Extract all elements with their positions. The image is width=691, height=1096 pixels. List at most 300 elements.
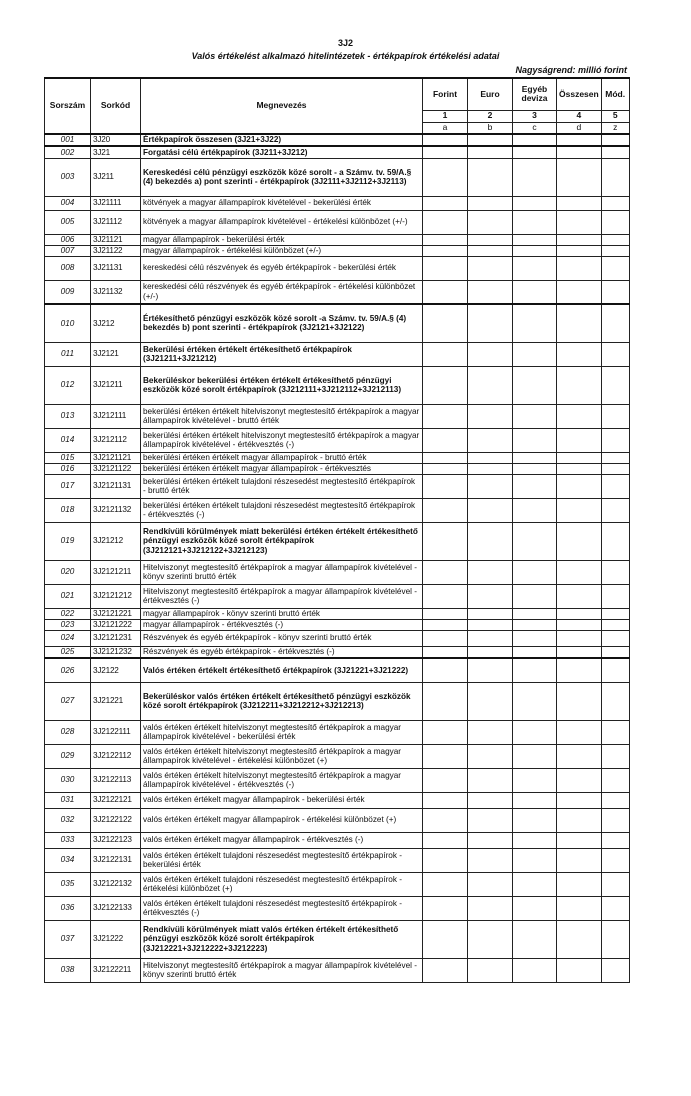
- osszesen-cell[interactable]: [557, 196, 602, 210]
- forint-cell[interactable]: [423, 404, 468, 428]
- euro-cell[interactable]: [468, 896, 513, 920]
- osszesen-cell[interactable]: [557, 792, 602, 808]
- egyeb-deviza-cell[interactable]: [513, 619, 557, 630]
- egyeb-deviza-cell[interactable]: [513, 158, 557, 196]
- mod-cell[interactable]: [601, 584, 629, 608]
- forint-cell[interactable]: [423, 720, 468, 744]
- table-row: [45, 134, 630, 146]
- table-row: [45, 584, 630, 608]
- euro-cell[interactable]: [468, 134, 513, 146]
- row-code: 3J21131: [91, 256, 141, 280]
- forint-cell[interactable]: [423, 134, 468, 146]
- forint-cell[interactable]: [423, 682, 468, 720]
- egyeb-deviza-cell[interactable]: [513, 196, 557, 210]
- mod-cell[interactable]: [601, 792, 629, 808]
- row-code: 3J2122211: [91, 958, 141, 982]
- egyeb-deviza-cell[interactable]: [513, 808, 557, 832]
- row-number: 036: [45, 896, 91, 920]
- egyeb-deviza-cell[interactable]: [513, 768, 557, 792]
- forint-cell[interactable]: [423, 210, 468, 234]
- row-number: 038: [45, 958, 91, 982]
- egyeb-deviza-cell[interactable]: [513, 463, 557, 474]
- osszesen-cell[interactable]: [557, 522, 602, 560]
- forint-cell[interactable]: [423, 768, 468, 792]
- mod-cell[interactable]: [601, 768, 629, 792]
- mod-cell[interactable]: [601, 608, 629, 619]
- row-label: Hitelviszonyt megtestesítő értékpapírok a magyar állampapírok kivételével - könyv szerinti bruttó érték: [141, 958, 423, 982]
- table-row: [45, 342, 630, 366]
- egyeb-deviza-cell[interactable]: [513, 608, 557, 619]
- row-label: Hitelviszonyt megtestesítő értékpapírok a magyar állampapírok kivételével - könyv szerinti bruttó érték: [141, 560, 423, 584]
- forint-cell[interactable]: [423, 428, 468, 452]
- euro-cell[interactable]: [468, 584, 513, 608]
- mod-cell[interactable]: [601, 210, 629, 234]
- forint-cell[interactable]: [423, 630, 468, 646]
- row-label: valós értéken értékelt magyar állampapírok - értékelési különbözet (+): [141, 808, 423, 832]
- row-number: 031: [45, 792, 91, 808]
- mod-cell[interactable]: [601, 658, 629, 682]
- egyeb-deviza-cell[interactable]: [513, 848, 557, 872]
- egyeb-deviza-cell[interactable]: [513, 658, 557, 682]
- col-mod: Mód.: [601, 78, 629, 110]
- col-sorkod: Sorkód: [91, 78, 141, 134]
- row-number: 005: [45, 210, 91, 234]
- egyeb-deviza-cell[interactable]: [513, 630, 557, 646]
- osszesen-cell[interactable]: [557, 404, 602, 428]
- row-code: 3J2121122: [91, 463, 141, 474]
- euro-cell[interactable]: [468, 720, 513, 744]
- table-row: [45, 280, 630, 304]
- egyeb-deviza-cell[interactable]: [513, 210, 557, 234]
- forint-cell[interactable]: [423, 474, 468, 498]
- mod-cell[interactable]: [601, 196, 629, 210]
- row-label: valós értéken értékelt tulajdoni részesedést megtestesítő értékpapírok - bekerülési érték: [141, 848, 423, 872]
- forint-cell[interactable]: [423, 608, 468, 619]
- row-number: 033: [45, 832, 91, 848]
- egyeb-deviza-cell[interactable]: [513, 646, 557, 658]
- row-label: valós értéken értékelt magyar állampapírok - értékvesztés (-): [141, 832, 423, 848]
- egyeb-deviza-cell[interactable]: [513, 522, 557, 560]
- row-label: Bekerüléskor bekerülési értéken értékelt értékesíthető pénzügyi eszközök közé sorolt értékpapírok (3J212111+3J212112+3J212113): [141, 366, 423, 404]
- egyeb-deviza-cell[interactable]: [513, 720, 557, 744]
- mod-cell[interactable]: [601, 280, 629, 304]
- euro-cell[interactable]: [468, 452, 513, 463]
- osszesen-cell[interactable]: [557, 658, 602, 682]
- forint-cell[interactable]: [423, 584, 468, 608]
- row-number: 018: [45, 498, 91, 522]
- euro-cell[interactable]: [468, 280, 513, 304]
- table-row: [45, 560, 630, 584]
- row-code: 3J21122: [91, 245, 141, 256]
- osszesen-cell[interactable]: [557, 560, 602, 584]
- row-label: kötvények a magyar állampapírok kivételével - bekerülési érték: [141, 196, 423, 210]
- forint-cell[interactable]: [423, 452, 468, 463]
- euro-cell[interactable]: [468, 832, 513, 848]
- euro-cell[interactable]: [468, 872, 513, 896]
- egyeb-deviza-cell[interactable]: [513, 584, 557, 608]
- table-row: [45, 608, 630, 619]
- egyeb-deviza-cell[interactable]: [513, 404, 557, 428]
- table-row: [45, 404, 630, 428]
- row-label: magyar állampapírok - könyv szerinti bruttó érték: [141, 608, 423, 619]
- euro-cell[interactable]: [468, 256, 513, 280]
- row-code: 3J2121211: [91, 560, 141, 584]
- osszesen-cell[interactable]: [557, 630, 602, 646]
- table-row: [45, 792, 630, 808]
- forint-cell[interactable]: [423, 366, 468, 404]
- mod-cell[interactable]: [601, 744, 629, 768]
- egyeb-deviza-cell[interactable]: [513, 474, 557, 498]
- egyeb-deviza-cell[interactable]: [513, 280, 557, 304]
- egyeb-deviza-cell[interactable]: [513, 872, 557, 896]
- euro-cell[interactable]: [468, 522, 513, 560]
- row-number: 017: [45, 474, 91, 498]
- forint-cell[interactable]: [423, 304, 468, 342]
- egyeb-deviza-cell[interactable]: [513, 920, 557, 958]
- row-label: kötvények a magyar állampapírok kivételével - értékelési különbözet (+/-): [141, 210, 423, 234]
- osszesen-cell[interactable]: [557, 896, 602, 920]
- row-label: Értékpapírok összesen (3J21+3J22): [141, 134, 423, 146]
- euro-cell[interactable]: [468, 196, 513, 210]
- euro-cell[interactable]: [468, 792, 513, 808]
- osszesen-cell[interactable]: [557, 256, 602, 280]
- euro-cell[interactable]: [468, 146, 513, 158]
- forint-cell[interactable]: [423, 848, 468, 872]
- row-number: 006: [45, 234, 91, 245]
- euro-cell[interactable]: [468, 404, 513, 428]
- row-number: 035: [45, 872, 91, 896]
- row-label: bekerülési értéken értékelt hitelviszonyt megtestesítő értékpapírok a magyar állampapírok kivételével - bruttó érték: [141, 404, 423, 428]
- row-code: 3J21212: [91, 522, 141, 560]
- euro-cell[interactable]: [468, 619, 513, 630]
- row-code: 3J2121131: [91, 474, 141, 498]
- mod-cell[interactable]: [601, 832, 629, 848]
- row-number: 012: [45, 366, 91, 404]
- row-label: kereskedési célú részvények és egyéb értékpapírok - értékelési különbözet (+/-): [141, 280, 423, 304]
- forint-cell[interactable]: [423, 146, 468, 158]
- egyeb-deviza-cell[interactable]: [513, 832, 557, 848]
- row-number: 011: [45, 342, 91, 366]
- osszesen-cell[interactable]: [557, 210, 602, 234]
- osszesen-cell[interactable]: [557, 832, 602, 848]
- row-number: 009: [45, 280, 91, 304]
- row-label: valós értéken értékelt hitelviszonyt megtestesítő értékpapírok a magyar állampapírok kivételével - értékelési különbözet (+): [141, 744, 423, 768]
- col-letter: b: [468, 122, 513, 134]
- euro-cell[interactable]: [468, 768, 513, 792]
- row-code: 3J211: [91, 158, 141, 196]
- euro-cell[interactable]: [468, 474, 513, 498]
- row-number: 020: [45, 560, 91, 584]
- row-label: valós értéken értékelt hitelviszonyt megtestesítő értékpapírok a magyar állampapírok kivételével - értékvesztés (-): [141, 768, 423, 792]
- euro-cell[interactable]: [468, 646, 513, 658]
- mod-cell[interactable]: [601, 342, 629, 366]
- col-egyeb-deviza: Egyéb deviza: [513, 78, 557, 110]
- osszesen-cell[interactable]: [557, 808, 602, 832]
- euro-cell[interactable]: [468, 245, 513, 256]
- row-code: 3J2121212: [91, 584, 141, 608]
- row-label: bekerülési értéken értékelt hitelviszonyt megtestesítő értékpapírok a magyar állampapírok kivételével - értékvesztés (-): [141, 428, 423, 452]
- mod-cell[interactable]: [601, 808, 629, 832]
- mod-cell[interactable]: [601, 256, 629, 280]
- row-label: kereskedési célú részvények és egyéb értékpapírok - bekerülési érték: [141, 256, 423, 280]
- row-number: 034: [45, 848, 91, 872]
- row-label: valós értéken értékelt tulajdoni részesedést megtestesítő értékpapírok - értékelési különbözet (+): [141, 872, 423, 896]
- egyeb-deviza-cell[interactable]: [513, 452, 557, 463]
- col-letter: a: [423, 122, 468, 134]
- table-row: [45, 920, 630, 958]
- forint-cell[interactable]: [423, 234, 468, 245]
- osszesen-cell[interactable]: [557, 304, 602, 342]
- forint-cell[interactable]: [423, 560, 468, 584]
- euro-cell[interactable]: [468, 682, 513, 720]
- egyeb-deviza-cell[interactable]: [513, 245, 557, 256]
- euro-cell[interactable]: [468, 608, 513, 619]
- table-row: [45, 158, 630, 196]
- osszesen-cell[interactable]: [557, 498, 602, 522]
- forint-cell[interactable]: [423, 744, 468, 768]
- row-number: 013: [45, 404, 91, 428]
- euro-cell[interactable]: [468, 744, 513, 768]
- osszesen-cell[interactable]: [557, 280, 602, 304]
- col-number: 2: [468, 110, 513, 122]
- mod-cell[interactable]: [601, 896, 629, 920]
- egyeb-deviza-cell[interactable]: [513, 428, 557, 452]
- row-code: 3J21211: [91, 366, 141, 404]
- mod-cell[interactable]: [601, 848, 629, 872]
- forint-cell[interactable]: [423, 646, 468, 658]
- row-label: bekerülési értéken értékelt tulajdoni részesedést megtestesítő értékpapírok - értékvesztés (-): [141, 498, 423, 522]
- row-code: 3J21111: [91, 196, 141, 210]
- euro-cell[interactable]: [468, 366, 513, 404]
- row-code: 3J2122113: [91, 768, 141, 792]
- euro-cell[interactable]: [468, 920, 513, 958]
- row-number: 001: [45, 134, 91, 146]
- table-row: [45, 832, 630, 848]
- egyeb-deviza-cell[interactable]: [513, 134, 557, 146]
- mod-cell[interactable]: [601, 234, 629, 245]
- mod-cell[interactable]: [601, 134, 629, 146]
- row-code: 3J2122111: [91, 720, 141, 744]
- forint-cell[interactable]: [423, 463, 468, 474]
- forint-cell[interactable]: [423, 158, 468, 196]
- row-code: 3J21: [91, 146, 141, 158]
- osszesen-cell[interactable]: [557, 646, 602, 658]
- euro-cell[interactable]: [468, 658, 513, 682]
- row-label: Részvények és egyéb értékpapírok - értékvesztés (-): [141, 646, 423, 658]
- row-code: 3J2122112: [91, 744, 141, 768]
- mod-cell[interactable]: [601, 682, 629, 720]
- forint-cell[interactable]: [423, 342, 468, 366]
- euro-cell[interactable]: [468, 428, 513, 452]
- euro-cell[interactable]: [468, 630, 513, 646]
- table-row: [45, 872, 630, 896]
- row-label: Rendkívüli körülmények miatt valós értéken értékelt értékesíthető pénzügyi eszközök közé sorolt értékpapírok (3J212221+3J212222+3J212223): [141, 920, 423, 958]
- osszesen-cell[interactable]: [557, 720, 602, 744]
- osszesen-cell[interactable]: [557, 452, 602, 463]
- mod-cell[interactable]: [601, 498, 629, 522]
- mod-cell[interactable]: [601, 958, 629, 982]
- row-label: Forgatási célú értékpapírok (3J211+3J212): [141, 146, 423, 158]
- osszesen-cell[interactable]: [557, 474, 602, 498]
- mod-cell[interactable]: [601, 452, 629, 463]
- row-label: bekerülési értéken értékelt magyar állampapírok - bruttó érték: [141, 452, 423, 463]
- row-code: 3J2121222: [91, 619, 141, 630]
- osszesen-cell[interactable]: [557, 245, 602, 256]
- osszesen-cell[interactable]: [557, 134, 602, 146]
- mod-cell[interactable]: [601, 404, 629, 428]
- mod-cell[interactable]: [601, 560, 629, 584]
- mod-cell[interactable]: [601, 474, 629, 498]
- egyeb-deviza-cell[interactable]: [513, 256, 557, 280]
- osszesen-cell[interactable]: [557, 234, 602, 245]
- col-sorszam: Sorszám: [45, 78, 91, 134]
- mod-cell[interactable]: [601, 646, 629, 658]
- osszesen-cell[interactable]: [557, 619, 602, 630]
- table-row: [45, 245, 630, 256]
- row-code: 3J212: [91, 304, 141, 342]
- table-row: [45, 808, 630, 832]
- row-number: 022: [45, 608, 91, 619]
- row-label: Részvények és egyéb értékpapírok - könyv szerinti bruttó érték: [141, 630, 423, 646]
- egyeb-deviza-cell[interactable]: [513, 560, 557, 584]
- forint-cell[interactable]: [423, 196, 468, 210]
- forint-cell[interactable]: [423, 920, 468, 958]
- euro-cell[interactable]: [468, 848, 513, 872]
- mod-cell[interactable]: [601, 146, 629, 158]
- osszesen-cell[interactable]: [557, 158, 602, 196]
- row-number: 003: [45, 158, 91, 196]
- osszesen-cell[interactable]: [557, 744, 602, 768]
- mod-cell[interactable]: [601, 366, 629, 404]
- table-row: [45, 146, 630, 158]
- forint-cell[interactable]: [423, 872, 468, 896]
- col-letter: c: [513, 122, 557, 134]
- forint-cell[interactable]: [423, 792, 468, 808]
- table-row: [45, 498, 630, 522]
- egyeb-deviza-cell[interactable]: [513, 896, 557, 920]
- egyeb-deviza-cell[interactable]: [513, 682, 557, 720]
- row-code: 3J2122132: [91, 872, 141, 896]
- osszesen-cell[interactable]: [557, 342, 602, 366]
- forint-cell[interactable]: [423, 522, 468, 560]
- osszesen-cell[interactable]: [557, 608, 602, 619]
- mod-cell[interactable]: [601, 920, 629, 958]
- osszesen-cell[interactable]: [557, 584, 602, 608]
- row-label: valós értéken értékelt magyar állampapírok - bekerülési érték: [141, 792, 423, 808]
- row-code: 3J21222: [91, 920, 141, 958]
- forint-cell[interactable]: [423, 958, 468, 982]
- col-letter: d: [557, 122, 602, 134]
- osszesen-cell[interactable]: [557, 682, 602, 720]
- mod-cell[interactable]: [601, 872, 629, 896]
- mod-cell[interactable]: [601, 428, 629, 452]
- forint-cell[interactable]: [423, 498, 468, 522]
- egyeb-deviza-cell[interactable]: [513, 304, 557, 342]
- euro-cell[interactable]: [468, 463, 513, 474]
- row-number: 023: [45, 619, 91, 630]
- euro-cell[interactable]: [468, 234, 513, 245]
- mod-cell[interactable]: [601, 630, 629, 646]
- osszesen-cell[interactable]: [557, 848, 602, 872]
- euro-cell[interactable]: [468, 210, 513, 234]
- row-number: 024: [45, 630, 91, 646]
- forint-cell[interactable]: [423, 280, 468, 304]
- forint-cell[interactable]: [423, 896, 468, 920]
- row-number: 014: [45, 428, 91, 452]
- egyeb-deviza-cell[interactable]: [513, 958, 557, 982]
- egyeb-deviza-cell[interactable]: [513, 366, 557, 404]
- osszesen-cell[interactable]: [557, 872, 602, 896]
- euro-cell[interactable]: [468, 304, 513, 342]
- col-euro: Euro: [468, 78, 513, 110]
- osszesen-cell[interactable]: [557, 428, 602, 452]
- table-row: [45, 744, 630, 768]
- row-number: 007: [45, 245, 91, 256]
- mod-cell[interactable]: [601, 720, 629, 744]
- col-number: 3: [513, 110, 557, 122]
- mod-cell[interactable]: [601, 619, 629, 630]
- euro-cell[interactable]: [468, 498, 513, 522]
- forint-cell[interactable]: [423, 832, 468, 848]
- egyeb-deviza-cell[interactable]: [513, 146, 557, 158]
- mod-cell[interactable]: [601, 245, 629, 256]
- row-label: valós értéken értékelt tulajdoni részesedést megtestesítő értékpapírok - értékvesztés (-): [141, 896, 423, 920]
- forint-cell[interactable]: [423, 808, 468, 832]
- euro-cell[interactable]: [468, 342, 513, 366]
- forint-cell[interactable]: [423, 658, 468, 682]
- euro-cell[interactable]: [468, 158, 513, 196]
- mod-cell[interactable]: [601, 304, 629, 342]
- egyeb-deviza-cell[interactable]: [513, 234, 557, 245]
- osszesen-cell[interactable]: [557, 463, 602, 474]
- osszesen-cell[interactable]: [557, 958, 602, 982]
- row-label: magyar állampapírok - értékelési különbözet (+/-): [141, 245, 423, 256]
- egyeb-deviza-cell[interactable]: [513, 498, 557, 522]
- col-letter: z: [601, 122, 629, 134]
- row-code: 3J2122123: [91, 832, 141, 848]
- table-row: [45, 896, 630, 920]
- row-code: 3J21112: [91, 210, 141, 234]
- row-code: 3J20: [91, 134, 141, 146]
- forint-cell[interactable]: [423, 245, 468, 256]
- row-code: 3J21132: [91, 280, 141, 304]
- row-code: 3J2121232: [91, 646, 141, 658]
- table-row: [45, 768, 630, 792]
- osszesen-cell[interactable]: [557, 920, 602, 958]
- data-table: [44, 77, 630, 983]
- osszesen-cell[interactable]: [557, 366, 602, 404]
- mod-cell[interactable]: [601, 522, 629, 560]
- table-row: [45, 522, 630, 560]
- forint-cell[interactable]: [423, 619, 468, 630]
- mod-cell[interactable]: [601, 463, 629, 474]
- col-megnevezes: Megnevezés: [141, 78, 423, 134]
- euro-cell[interactable]: [468, 808, 513, 832]
- egyeb-deviza-cell[interactable]: [513, 792, 557, 808]
- row-code: 3J2122121: [91, 792, 141, 808]
- row-label: Rendkívüli körülmények miatt bekerülési értéken értékelt értékesíthető pénzügyi eszközök közé sorolt értékpapírok (3J212121+3J212122+3J212123): [141, 522, 423, 560]
- osszesen-cell[interactable]: [557, 146, 602, 158]
- euro-cell[interactable]: [468, 560, 513, 584]
- osszesen-cell[interactable]: [557, 768, 602, 792]
- unit-note: Nagyságrend: millió forint: [515, 65, 627, 75]
- mod-cell[interactable]: [601, 158, 629, 196]
- row-code: 3J2121221: [91, 608, 141, 619]
- forint-cell[interactable]: [423, 256, 468, 280]
- euro-cell[interactable]: [468, 958, 513, 982]
- egyeb-deviza-cell[interactable]: [513, 342, 557, 366]
- egyeb-deviza-cell[interactable]: [513, 744, 557, 768]
